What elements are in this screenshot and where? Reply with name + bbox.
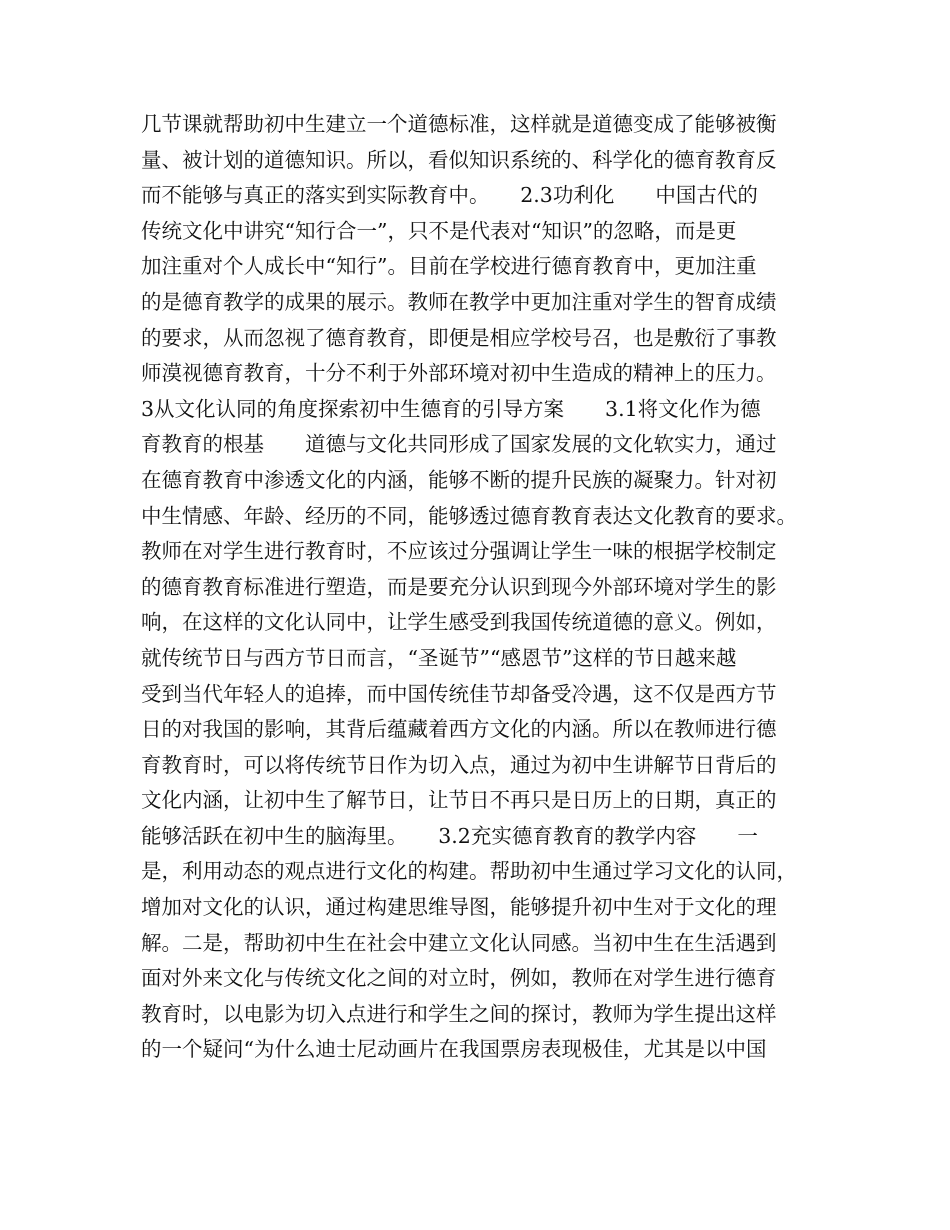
- text-line: 的一个疑问“为什么迪士尼动画片在我国票房表现极佳，尤其是以中国: [141, 1037, 767, 1062]
- text-line: 的要求，从而忽视了德育教育，即便是相应学校号召，也是敷衍了事教: [141, 325, 777, 350]
- text-line: 文化内涵，让初中生了解节日，让节日不再只是日历上的日期，真正的: [141, 788, 777, 813]
- text-line: 量、被计划的道德知识。所以，看似知识系统的、科学化的德育教育反: [141, 147, 777, 172]
- text-line: 的是德育教学的成果的展示。教师在教学中更加注重对学生的智育成绩: [141, 289, 777, 314]
- text-line: 几节课就帮助初中生建立一个道德标准，这样就是道德变成了能够被衡: [141, 112, 777, 136]
- text-line: 育教育时，可以将传统节日作为切入点，通过为初中生讲解节日背后的: [141, 752, 777, 777]
- body-text: [141, 107, 831, 1068]
- text-line: 3从文化认同的角度探索初中生德育的引导方案 3.1将文化作为德: [141, 396, 761, 421]
- text-line: 就传统节日与西方节日而言，“圣诞节”“感恩节”这样的节日越来越: [141, 645, 737, 670]
- text-line: 面对外来文化与传统文化之间的对立时，例如，教师在对学生进行德育: [141, 966, 777, 991]
- text-line: 响，在这样的文化认同中，让学生感受到我国传统道德的意义。例如，: [141, 610, 777, 635]
- text-line: 教育时，以电影为切入点进行和学生之间的探讨，教师为学生提出这样: [141, 1001, 777, 1026]
- text-line: 育教育的根基 道德与文化共同形成了国家发展的文化软实力，通过: [141, 432, 777, 457]
- text-line: 日的对我国的影响，其背后蕴藏着西方文化的内涵。所以在教师进行德: [141, 717, 777, 742]
- text-line: 受到当代年轻人的追捧，而中国传统佳节却备受冷遇，这不仅是西方节: [141, 681, 777, 706]
- text-line: 是，利用动态的观点进行文化的构建。帮助初中生通过学习文化的认同，: [141, 859, 797, 884]
- text-line: 中生情感、年龄、经历的不同，能够透过德育教育表达文化教育的要求。: [141, 503, 797, 528]
- text-line: 传统文化中讲究“知行合一”，只不是代表对“知识”的忽略，而是更: [141, 218, 737, 243]
- text-line: 教师在对学生进行教育时，不应该过分强调让学生一味的根据学校制定: [141, 539, 777, 564]
- text-line: 的德育教育标准进行塑造，而是要充分认识到现今外部环境对学生的影: [141, 574, 777, 599]
- text-line: 增加对文化的认识，通过构建思维导图，能够提升初中生对于文化的理: [141, 895, 777, 920]
- text-line: 能够活跃在初中生的脑海里。 3.2充实德育教育的教学内容 一: [141, 823, 758, 848]
- text-line: 在德育教育中渗透文化的内涵，能够不断的提升民族的凝聚力。针对初: [141, 467, 777, 492]
- text-line: 而不能够与真正的落实到实际教育中。 2.3功利化 中国古代的: [141, 183, 758, 208]
- text-line: 师漠视德育教育，十分不利于外部环境对初中生造成的精神上的压力。: [141, 361, 777, 386]
- text-line: 加注重对个人成长中“知行”。目前在学校进行德育教育中，更加注重: [141, 254, 757, 279]
- text-line: 解。二是，帮助初中生在社会中建立文化认同感。当初中生在生活遇到: [141, 930, 777, 955]
